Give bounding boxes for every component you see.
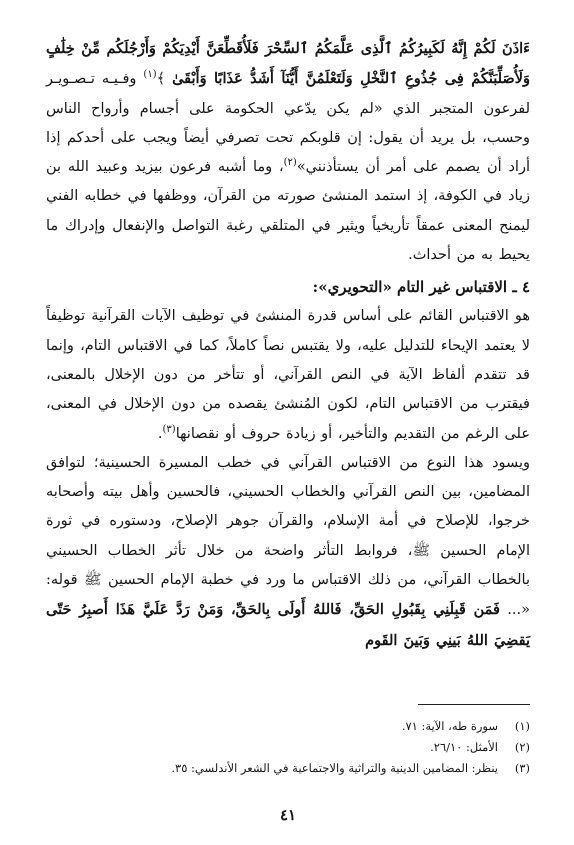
footnote-ref-1[interactable]: (١) — [143, 69, 157, 81]
page-body — [46, 34, 530, 845]
footnote-item — [46, 737, 530, 758]
footnote-number: (٣) — [514, 761, 530, 775]
footnote-text: الأمثل: ٢٦/١٠. — [430, 740, 498, 754]
footnote-item — [46, 716, 530, 737]
footnote-item — [46, 758, 530, 779]
paragraph-text: ، وما أشبه فرعون بيزيد وعبيد الله بن زياد في الكوفة، إذ استمد المنشئ صورته من القرآن، ووظفها في خطابه الفني ليمنح المعنى عمقاً تأريخياً ويثير في المتلقي رغبة التواصل والإنفعال وإدراك ما يحيط به من أحداث. — [46, 159, 530, 264]
verse-bracket: ﴾ — [156, 71, 166, 88]
paragraph-text: وفـيـه تـصـويـر لفرعون المتجبر الذي «لم يكن يدّعي الحكومة على أجسام وأرواح الناس وحسب، بل يريد أن يقول: إن قلوبكم تحت تصرفي أيضاً ويجب على أحدكم إذا أراد أن يصمم على أمر أن يستأذنني» — [46, 71, 530, 176]
quran-verse: ءَاذَنَ لَكُمْ إِنَّهُ لَكَبِيرُكُمُ ٱلَّذِى عَلَّمَكُمُ ٱلسِّحْرَ فَلَأُقَطِّعَنَّ أَيْدِيَكُمْ وَأَرْجُلَكُم مِّنْ خِلَٰفٍ وَلَأُصَلِّبَنَّكُمْ فِى جُذُوعِ ٱلنَّخْلِ وَلَتَعْلَمُنَّ أَيُّنَآ أَشَدُّ عَذَابًا وَأَبْقَىٰ — [46, 40, 530, 88]
footnote-text: سورة طه، الآية: ٧١. — [401, 719, 498, 733]
section-heading: ٤ ـ الاقتباس غير التام «التحويري»: — [312, 278, 530, 297]
paragraph-1 — [46, 34, 530, 270]
page-number: ٤١ — [279, 806, 297, 824]
footnote-ref-3[interactable]: (٣) — [162, 423, 176, 435]
paragraph-2: هو الاقتباس القائم على أساس قدرة المنشئ في توظيف الآيات القرآنية توظيفاً لا يعتمد الإيحاء للتدليل عليه، ولا يقتبس نصاً كاملاً، كما في الاقتباس التام، وإنما قد تتقدم ألفاظ الآية في النص القرآني، أو تتأخر من دون الإخلال بالمعنى، فيقترب من الاقتباس التام، لكون المُنشئ يقصده من دون الإخلال في المعنى، على الرغم من التقديم والتأخير، أو زيادة حروف أو نقصانها$^{(٣)}$. — [46, 308, 530, 442]
hadith-quote: فَمَن قَبِلَنِي بِقَبُولِ الحَقِّ، فَاللهُ أَولَى بِالحَقِّ، وَمَنْ رَدَّ عَلَيَّ هَذَا أَصبِرُ حَتّى يَقضِيَ اللهُ بَينِي وَبَينَ القَوم — [46, 601, 530, 649]
footnote-ref-2[interactable]: (٢) — [283, 157, 297, 169]
paragraph-3 — [46, 449, 530, 656]
footnote-divider — [418, 704, 530, 705]
paragraph-text: ويسود هذا النوع من الاقتباس القرآني في خطب المسيرة الحسينية؛ لتوافق المضامين، بين النص القرآني والخطاب الحسيني، فالحسين وأهل بيته وأصحابه خرجوا، للإصلاح في أمة الإسلام، والقرآن جوهر الإصلاح، ودستوره في ثورة الإمام الحسين ﷺ، فروابط التأثر واضحة من خلال تأثر الخطاب الحسيني بالخطاب القرآني، من ذلك الاقتباس ما ورد في خطبة الإمام الحسين ﷺ قوله: «... — [46, 454, 530, 619]
footnote-number: (٢) — [514, 740, 530, 754]
footnote-number: (١) — [514, 719, 530, 733]
footnotes — [46, 716, 530, 779]
footnote-text: ينظر: المضامين الدينية والتراثية والاجتماعية في الشعر الأندلسي: ٣٥. — [171, 761, 498, 775]
paragraph-text: هو الاقتباس القائم على أساس قدرة المنشئ في توظيف الآيات القرآنية توظيفاً لا يعتمد الإيحاء للتدليل عليه، ولا يقتبس نصاً كاملاً، كما في الاقتباس التام، وإنما قد تتقدم ألفاظ الآية في النص القرآني، أو تتأخر من دون الإخلال بالمعنى، فيقترب من الاقتباس التام، لكون المُنشئ يقصده من دون الإخلال في المعنى، على الرغم من التقديم والتأخير، أو زيادة حروف أو نقصانها — [46, 308, 530, 442]
